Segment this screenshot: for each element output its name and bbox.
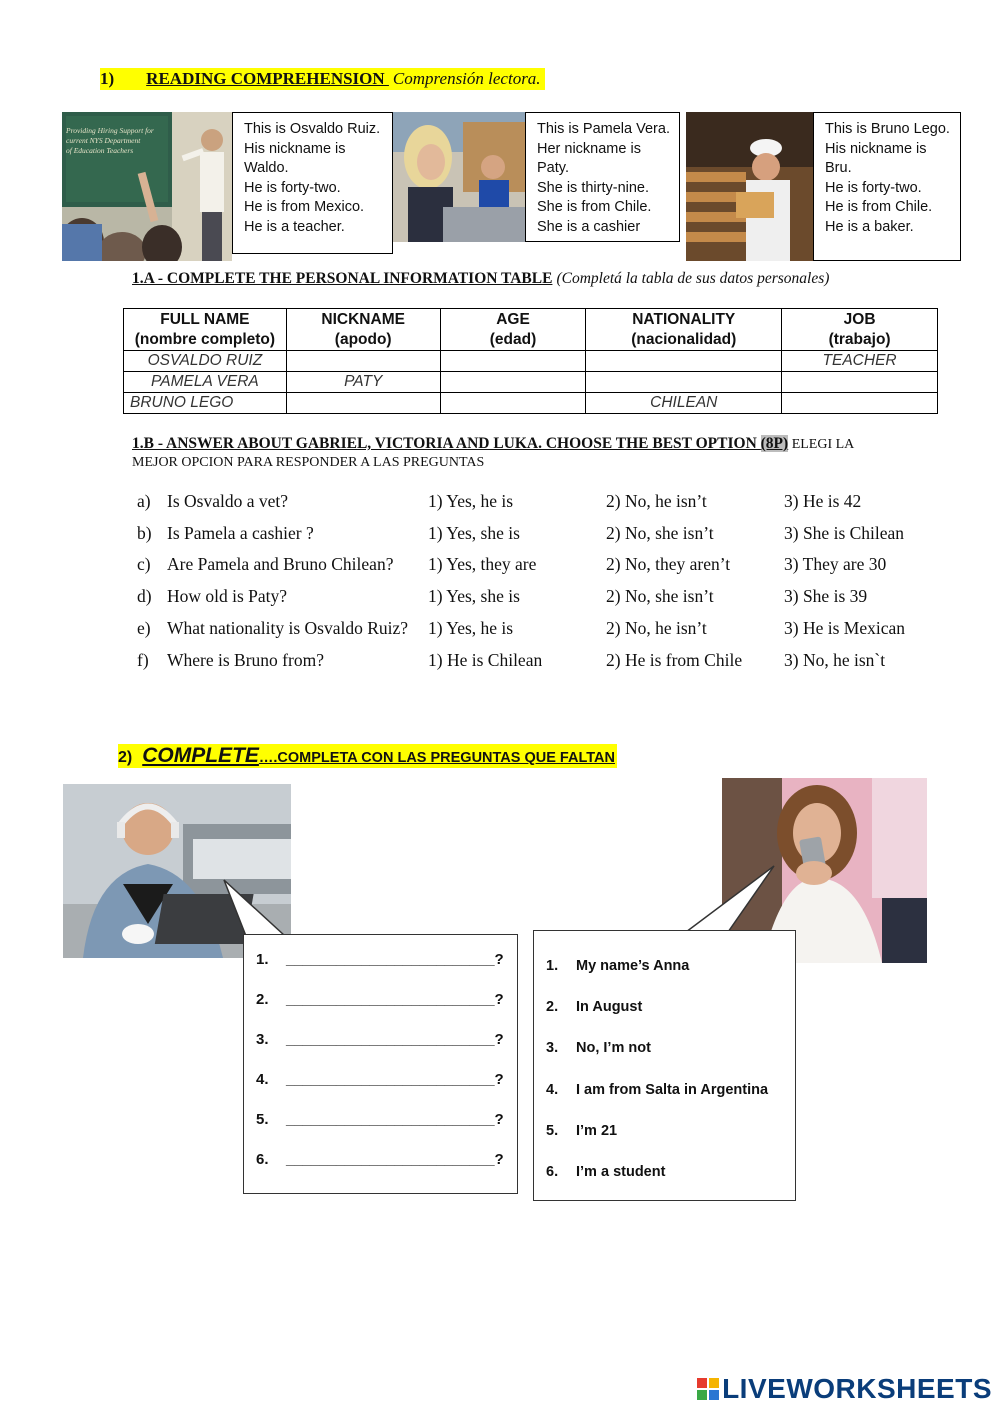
answer-option-3[interactable]: 3) He is 42 <box>784 491 862 511</box>
answer-item <box>546 1164 665 1180</box>
question-input-blank[interactable]: _________________________? <box>286 1071 504 1088</box>
questions-speech-bubble <box>243 934 518 1194</box>
answer-option-1[interactable]: 1) Yes, they are <box>428 554 537 574</box>
section-number: 1) <box>100 69 115 88</box>
header-full-name: FULL NAME (nombre completo) <box>124 309 287 351</box>
question-blank-line <box>256 1151 504 1168</box>
answer-text: I’m 21 <box>576 1122 618 1139</box>
answer-option-3[interactable]: 3) No, he isn`t <box>784 650 886 670</box>
question-blank-line <box>256 1111 504 1128</box>
answer-option-2[interactable]: 2) No, she isn’t <box>606 523 714 543</box>
header-age: AGE (edad) <box>440 309 586 351</box>
points-badge: (8P) <box>760 435 789 452</box>
header-nickname: NICKNAME (apodo) <box>286 309 440 351</box>
item-number: 1. <box>256 951 269 968</box>
item-number: 6. <box>546 1164 559 1180</box>
section-2-title: COMPLETE <box>142 744 259 767</box>
answer-text: I’m a student <box>576 1164 666 1180</box>
question-input-blank[interactable]: _________________________? <box>286 951 504 968</box>
item-number: 6. <box>256 1151 269 1168</box>
section-1b-title: 1.B - ANSWER ABOUT GABRIEL, VICTORIA AND LUKA. CHOOSE THE BEST OPTION <box>132 435 761 452</box>
bio-card-bruno: This is Bruno Lego. His nickname is Bru. He is forty-two. He is from Chile. He is a baker. <box>813 112 961 261</box>
question-text: Is Pamela a cashier ? <box>167 523 314 543</box>
question-input-blank[interactable]: _________________________? <box>286 1151 504 1168</box>
item-number: 2. <box>256 991 269 1008</box>
item-number: 1. <box>546 958 559 974</box>
question-blank-line <box>256 1031 504 1048</box>
answers-speech-bubble <box>533 930 796 1201</box>
question-letter: c) <box>137 554 151 574</box>
answer-option-2[interactable]: 2) No, they aren’t <box>606 554 731 574</box>
section-1a-subtitle: (Completá la tabla de sus datos personales) <box>556 270 830 287</box>
answer-item <box>546 1082 768 1098</box>
section-title: READING COMPREHENSION <box>146 69 389 88</box>
item-number: 3. <box>256 1031 269 1048</box>
item-number: 2. <box>546 999 559 1016</box>
answer-option-1[interactable]: 1) Yes, she is <box>428 523 520 543</box>
answer-item <box>546 1040 651 1056</box>
question-letter: e) <box>137 618 151 638</box>
section-1b-instruction: MEJOR OPCION PARA RESPONDER A LAS PREGUNTAS <box>132 455 485 470</box>
answer-option-2[interactable]: 2) No, he isn’t <box>606 491 707 511</box>
answer-option-3[interactable]: 3) She is 39 <box>784 586 868 606</box>
cell-full-name: PAMELA VERA <box>124 372 287 393</box>
item-number: 3. <box>546 1040 559 1057</box>
cell-nationality: CHILEAN <box>586 393 782 414</box>
answer-option-1[interactable]: 1) Yes, she is <box>428 586 520 606</box>
question-text: What nationality is Osvaldo Ruiz? <box>167 618 409 638</box>
answer-item <box>546 958 689 974</box>
question-text: Are Pamela and Bruno Chilean? <box>167 554 394 574</box>
item-number: 4. <box>546 1081 559 1098</box>
chalkboard-text: Providing Hiring Support for current NYS Department of Education Teachers <box>66 126 154 155</box>
question-text: Is Osvaldo a vet? <box>167 491 289 511</box>
header-job: JOB (trabajo) <box>782 309 938 351</box>
header-nationality: NATIONALITY (nacionalidad) <box>586 309 782 351</box>
answer-option-2[interactable]: 2) No, she isn’t <box>606 586 714 606</box>
answer-option-3[interactable]: 3) She is Chilean <box>784 523 905 543</box>
liveworksheets-icon <box>697 1378 719 1400</box>
bio-card-pamela: This is Pamela Vera. Her nickname is Paty. She is thirty-nine. She is from Chile. She is a cashier <box>525 112 680 242</box>
section-2-subtitle: ….COMPLETA CON LAS PREGUNTAS QUE FALTAN <box>258 750 615 766</box>
question-input-blank[interactable]: _________________________? <box>286 1111 504 1128</box>
answer-text: In August <box>576 999 643 1016</box>
answer-option-1[interactable]: 1) Yes, he is <box>428 618 514 638</box>
cell-nickname: PATY <box>286 372 440 393</box>
answer-option-2[interactable]: 2) He is from Chile <box>606 650 743 670</box>
section-1a-title: 1.A - COMPLETE THE PERSONAL INFORMATION TABLE <box>132 270 553 287</box>
answer-text: No, I’m not <box>576 1040 651 1057</box>
item-number: 5. <box>546 1122 559 1139</box>
question-blank-line <box>256 1071 504 1088</box>
section-1b-heading: 1.B - ANSWER ABOUT GABRIEL, VICTORIA AND LUKA. CHOOSE THE BEST OPTION (8P) ELEGI LA MEJOR OPCION PARA RESPONDER A LAS PREGUNTAS <box>132 435 952 472</box>
section-2-heading: 2) COMPLETE….COMPLETA CON LAS PREGUNTAS QUE FALTAN <box>118 744 615 767</box>
answer-option-3[interactable]: 3) He is Mexican <box>784 618 906 638</box>
question-letter: a) <box>137 491 151 511</box>
question-blank-line <box>256 951 504 968</box>
item-number: 4. <box>256 1071 269 1088</box>
answer-option-1[interactable]: 1) He is Chilean <box>428 650 543 670</box>
answer-option-3[interactable]: 3) They are 30 <box>784 554 887 574</box>
question-letter: b) <box>137 523 152 543</box>
liveworksheets-logo: LIVEWORKSHEETS <box>697 1373 992 1405</box>
item-number: 5. <box>256 1111 269 1128</box>
answer-text: My name’s Anna <box>576 958 690 974</box>
question-letter: f) <box>137 650 149 670</box>
question-letter: d) <box>137 586 152 606</box>
answer-option-1[interactable]: 1) Yes, he is <box>428 491 514 511</box>
cell-job: TEACHER <box>782 351 938 372</box>
question-input-blank[interactable]: _________________________? <box>286 991 504 1008</box>
question-input-blank[interactable]: _________________________? <box>286 1031 504 1048</box>
answer-text: I am from Salta in Argentina <box>576 1081 769 1098</box>
section-subtitle: Comprensión lectora. <box>392 69 541 88</box>
question-text: Where is Bruno from? <box>167 650 324 670</box>
cell-full-name: BRUNO LEGO <box>124 393 287 414</box>
answer-option-2[interactable]: 2) No, he isn’t <box>606 618 707 638</box>
answer-item <box>546 1123 617 1139</box>
question-text: How old is Paty? <box>167 586 288 606</box>
bio-card-osvaldo: This is Osvaldo Ruiz. His nickname is Waldo. He is forty-two. He is from Mexico. He is a teacher. <box>232 112 393 254</box>
answer-item <box>546 999 642 1015</box>
question-blank-line <box>256 991 504 1008</box>
cell-full-name: OSVALDO RUIZ <box>124 351 287 372</box>
